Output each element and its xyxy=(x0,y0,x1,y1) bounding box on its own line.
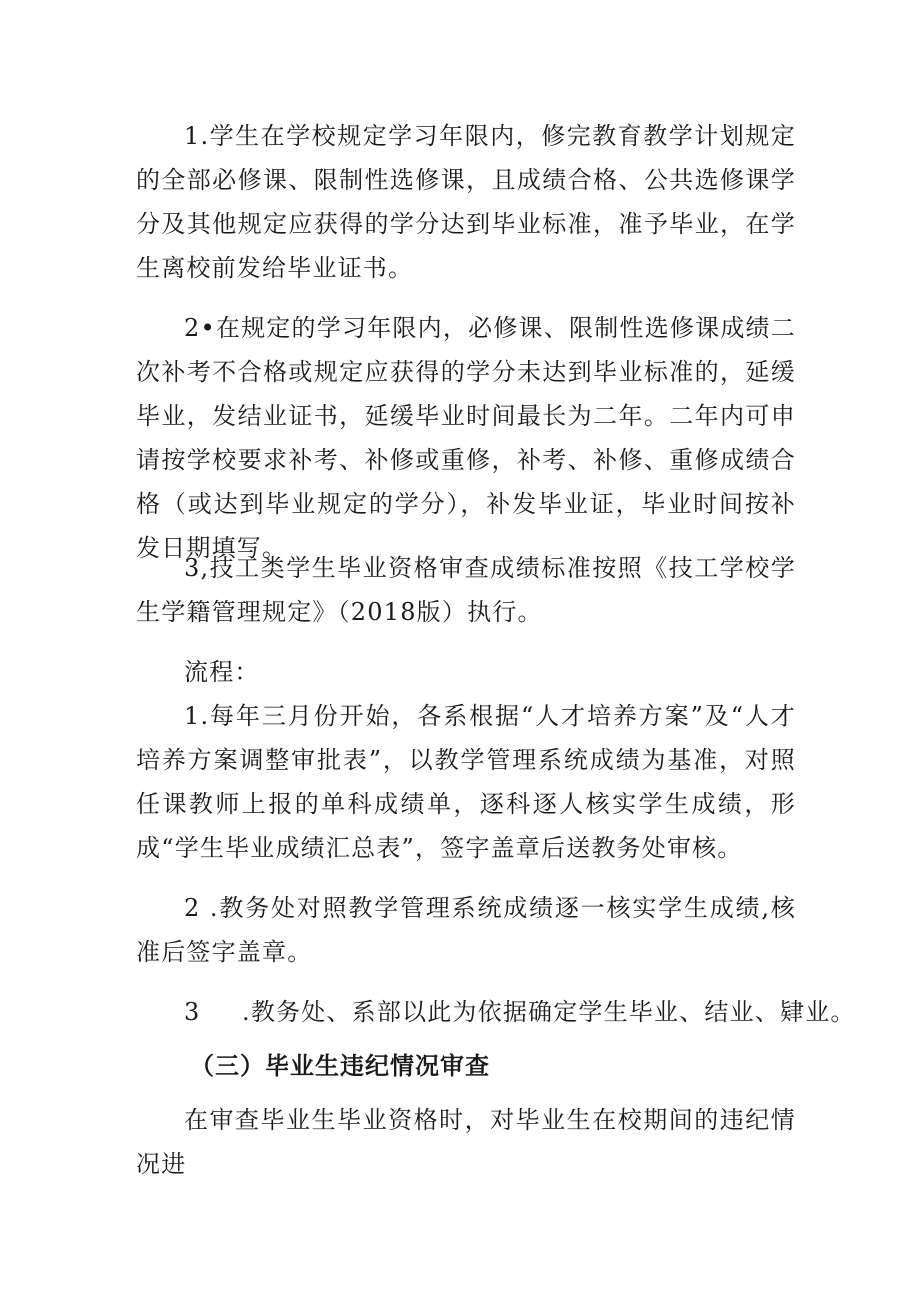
paragraph-flow-step-2: 2 .教务处对照教学管理系统成绩逐一核实学生成绩,核准后签字盖章。 xyxy=(136,894,796,966)
flow-label: 流程： xyxy=(184,658,260,686)
paragraph-graduation-requirement: 1.学生在学校规定学习年限内，修完教育教学计划规定的全部必修课、限制性选修课，且成绩合格、公共选修课学分及其他规定应获得的学分达到毕业标准，准予毕业，在学生离校前发给毕业证书。 xyxy=(136,122,796,282)
paragraph-discipline-review: 在审查毕业生毕业资格时，对毕业生在校期间的违纪情况进 xyxy=(136,1106,796,1178)
paragraph-flow-step-1: 1.每年三月份开始，各系根据“人才培养方案”及“人才培养方案调整审批表”，以教学管理系统成绩为基准，对照任课教师上报的单科成绩单，逐科逐人核实学生成绩，形成“学生毕业成绩汇总表”，签字盖章后送教务处审核。 xyxy=(136,702,796,862)
flow-step-3-text: .教务处、系部以此为依据确定学生毕业、结业、肄业。 xyxy=(242,998,856,1026)
paragraph-flow-step-3 xyxy=(184,990,856,1034)
section-heading: （三）毕业生违纪情况审查 xyxy=(190,1052,490,1080)
flow-step-3-number: 3 xyxy=(184,998,201,1026)
paragraph-technical-students: 3,技工类学生毕业资格审查成绩标准按照《技工学校学生学籍管理规定》（2018版）执行。 xyxy=(136,554,796,626)
paragraph-deferred-graduation: 2•在规定的学习年限内，必修课、限制性选修课成绩二次补考不合格或规定应获得的学分未达到毕业标准的，延缓毕业，发结业证书，延缓毕业时间最长为二年。二年内可申请按学校要求补考、补修或重修，补考、补修、重修成绩合格（或达到毕业规定的学分），补发毕业证，毕业时间按补发日期填写。 xyxy=(136,314,796,562)
